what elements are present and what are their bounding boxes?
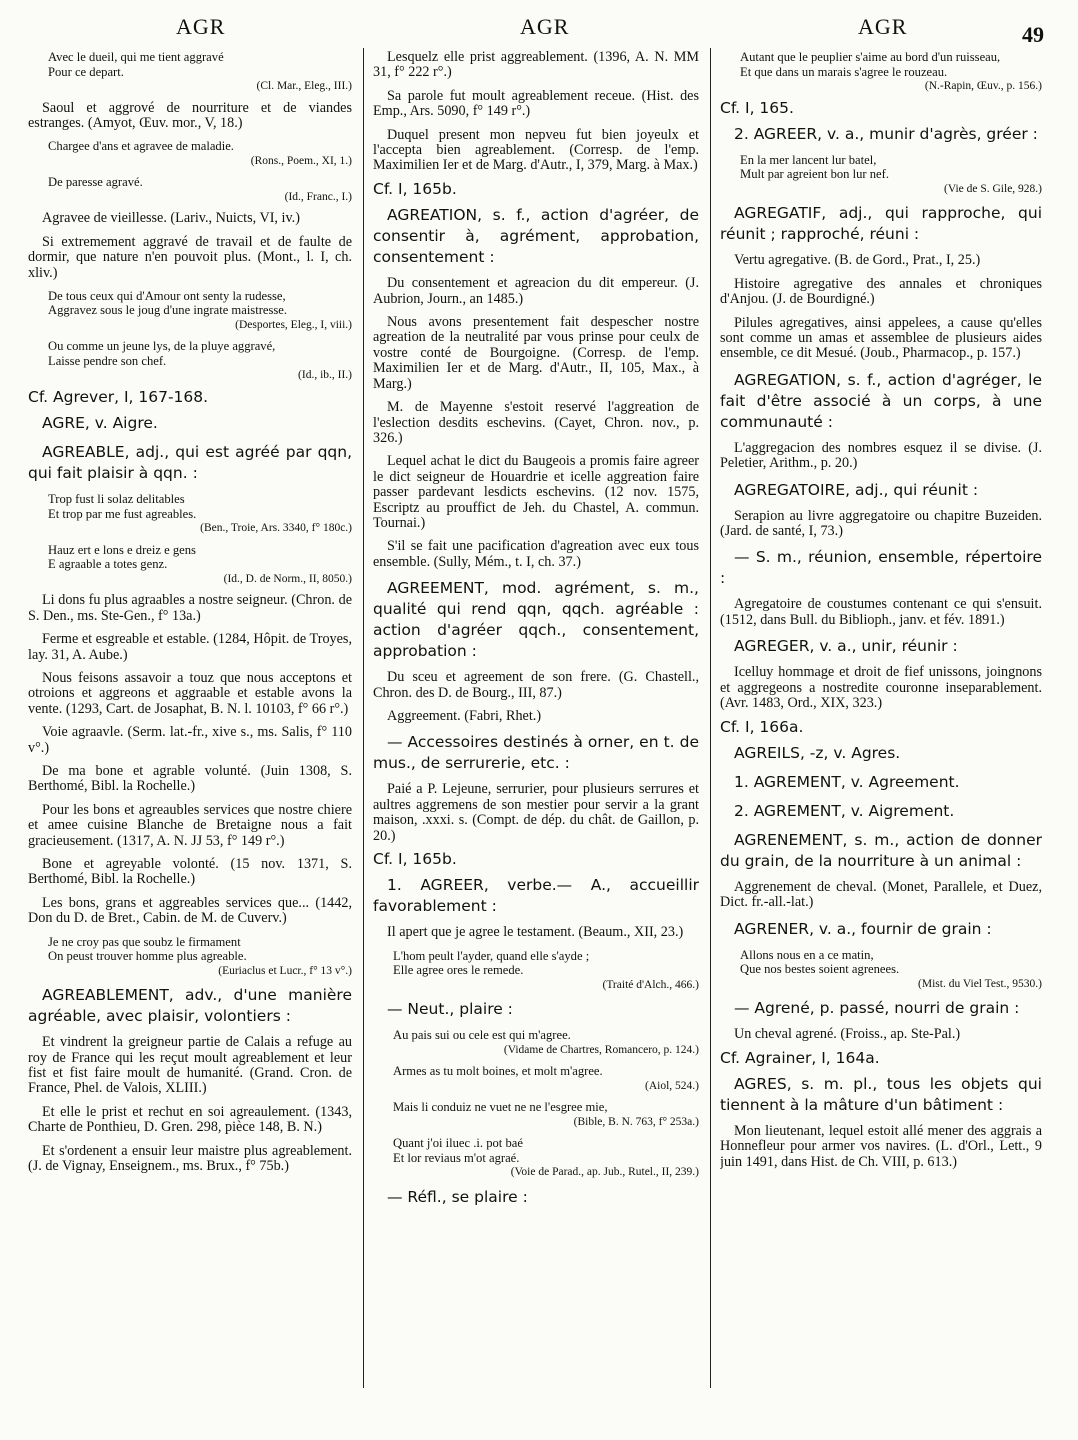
verse-quotation <box>48 492 352 536</box>
citation: Histoire agregative des annales et chroniques d'Anjou. (J. de Bourdigné.) <box>720 275 1042 308</box>
verse-quotation <box>48 289 352 333</box>
verse-quotation <box>48 175 352 204</box>
citation: Saoul et aggrové de nourriture et de viandes estranges. (Amyot, Œuv. mor., V, 18.) <box>28 99 352 131</box>
verse-quotation <box>48 139 352 168</box>
entry-definition: AGREABLEMENT, adv., d'une manière agréable, avec plaisir, volontiers : <box>28 986 352 1026</box>
cross-reference: Cf. I, 165b. <box>373 850 457 868</box>
verse-lines: Avec le dueil, qui me tient aggravé Pour ce depart. <box>48 50 224 79</box>
citation: Et elle le prist et rechut en soi agreaulement. (1343, Charte de Ponthieu, D. Gren. 298, pièce 148, B. N.) <box>28 1103 352 1136</box>
entry-definition: AGREEMENT, mod. agrément, s. m., qualité qui rend qqn, qqch. agréable : action d'agréer qqch., consentement, approbation : <box>373 579 699 661</box>
citation: Sa parole fut moult agreablement receue. (Hist. des Emp., Ars. 5090, f° 149 r°.) <box>373 87 699 120</box>
column-divider <box>363 48 364 1388</box>
citation: De ma bone et agrable volunté. (Juin 1308, S. Berthomé, Bibl. la Rochelle.) <box>28 763 352 795</box>
citation: Mon lieutenant, lequel estoit allé mener des aggrais a Honnefleur pour armer vos navires. (L. d'Orl., Lett., 9 juin 1491, dans Hist. de Ch. VIII, p. 613.) <box>720 1123 1042 1170</box>
running-head-right: AGR <box>858 14 908 39</box>
entry-definition: — S. m., réunion, ensemble, répertoire : <box>720 548 1042 588</box>
verse-lines: Hauz ert e lons e dreiz e gens E agraable a totes genz. <box>48 542 196 572</box>
citation: Il apert que je agree le testament. (Beaum., XII, 23.) <box>387 924 684 941</box>
verse-lines: De paresse agravé. <box>48 175 143 190</box>
verse-source: (Vie de S. Gile, 928.) <box>944 182 1042 195</box>
citation: Aggrenement de cheval. (Monet, Parallele, et Duez, Dict. fr.-all.-lat.) <box>720 878 1042 911</box>
citation: Ferme et esgreable et estable. (1284, Hôpit. de Troyes, lay. 31, A. Aube.) <box>28 631 352 663</box>
citation: M. de Mayenne s'estoit reservé l'aggreation de l'eslection desdits eschevins. (Cayet, Chron. nov., p. 326.) <box>373 399 699 446</box>
verse-source: (Mist. du Viel Test., 9530.) <box>918 977 1042 990</box>
citation: Paié a P. Lejeune, serrurier, pour plusieurs serrures et aultres aggremens de son mestier pour servir a la grant maison, .xxxi. s. (Compt. de dép. du chât. de Gaillon, p. 20.) <box>373 781 699 844</box>
cross-reference: Cf. I, 166a. <box>720 717 804 736</box>
verse-lines: Allons nous en a ce matin, Que nos bestes soient agrenees. <box>740 947 900 977</box>
entry-definition: 1. AGREER, verbe.— A., accueillir favorablement : <box>373 876 699 916</box>
column-middle <box>373 50 699 1420</box>
entry-definition: AGRENER, v. a., fournir de grain : <box>734 919 992 938</box>
verse-source: (Desportes, Eleg., I, viii.) <box>235 318 352 331</box>
citation: Li dons fu plus agraables a nostre seigneur. (Chron. de S. Den., ms. Ste-Gen., f° 13a.) <box>28 592 352 624</box>
citation: Un cheval agrené. (Froiss., ap. Ste-Pal.) <box>734 1026 961 1043</box>
cross-reference: Cf. Agrainer, I, 164a. <box>720 1048 880 1067</box>
cross-reference: Cf. Agrever, I, 167-168. <box>28 387 209 406</box>
verse-quotation <box>740 948 1042 992</box>
citation: Du consentement et agreacion du dit empereur. (J. Aubrion, Journ., an 1485.) <box>373 275 699 307</box>
verse-source: (Id., D. de Norm., II, 8050.) <box>223 572 352 585</box>
verse-source: (Vidame de Chartres, Romancero, p. 124.) <box>503 1043 699 1056</box>
cross-reference: Cf. I, 165b. <box>373 179 457 198</box>
column-left <box>28 50 352 1420</box>
citation: Bone et agreyable volonté. (15 nov. 1371, S. Berthomé, Bibl. la Rochelle.) <box>28 856 352 888</box>
verse-quotation <box>393 1064 699 1093</box>
entry-definition: AGREGATIF, adj., qui rapproche, qui réunit ; rapproché, réuni : <box>720 204 1042 244</box>
verse-source: (Ben., Troie, Ars. 3340, f° 180c.) <box>200 522 352 535</box>
verse-quotation <box>48 935 352 979</box>
column-right <box>720 50 1042 1420</box>
entry-definition: — Réfl., se plaire : <box>387 1187 528 1206</box>
citation: Serapion au livre aggregatoire ou chapitre Buzeiden. (Jard. de santé, I, 73.) <box>720 507 1042 540</box>
verse-source: (N.-Rapin, Œuv., p. 156.) <box>924 80 1042 92</box>
citation: Si extremement aggravé de travail et de faulte de dormir, que nature n'en pouvoit plus. (Mont., l. I, ch. xliv.) <box>28 233 352 281</box>
verse-lines: De tous ceux qui d'Amour ont senty la rudesse, Aggravez sous le joug d'une ingrate maistresse. <box>48 288 288 318</box>
entry-definition: — Neut., plaire : <box>387 1000 513 1019</box>
page-number: 49 <box>1022 22 1044 47</box>
verse-source: (Id., Franc., I.) <box>284 190 352 203</box>
entry-definition: AGREGER, v. a., unir, réunir : <box>734 637 958 656</box>
verse-quotation <box>48 50 352 94</box>
citation: Icelluy hommage et droit de fief unissons, joingnons et aggregeons a nostredite couronne inseparablement. (Avr. 1483, Ord., XIX, 323.) <box>720 664 1042 712</box>
entry-headword: 1. AGREMENT, v. Agreement. <box>734 772 960 791</box>
entry-definition: AGREATION, s. f., action d'agréer, de consentir à, agrément, approbation, consentement : <box>373 206 699 267</box>
citation: Nous avons presentement fait despescher nostre agreation de la neutralité par vous prinse pour ceulx de vostre conté de Bourgoigne. (Corresp. de l'emp. Maximilien Ier et de Marg. d'Autr., II, 105, Max., à Marg.) <box>373 314 699 392</box>
verse-quotation <box>393 949 699 993</box>
citation: Et s'ordenent a ensuir leur maistre plus agreablement. (J. de Vignay, Enseignem., ms. Brux., f° 75b.) <box>28 1142 352 1174</box>
citation: Du sceu et agreement de son frere. (G. Chastell., Chron. des D. de Bourg., III, 87.) <box>373 669 699 701</box>
verse-source: (Traité d'Alch., 466.) <box>602 978 699 991</box>
verse-quotation <box>48 543 352 587</box>
verse-lines: En la mer lancent lur batel, Mult par agreient bon lur nef. <box>740 152 889 182</box>
verse-source: (Cl. Mar., Eleg., III.) <box>256 80 352 92</box>
citation: L'aggregacion des nombres esquez il se divise. (J. Peletier, Arithm., p. 20.) <box>720 439 1042 472</box>
column-divider <box>710 48 711 1388</box>
running-head-left: AGR <box>176 14 226 39</box>
verse-lines: Je ne croy pas que soubz le firmament On peust trouver homme plus agreable. <box>48 934 247 964</box>
verse-source: (Rons., Poem., XI, 1.) <box>250 154 352 167</box>
verse-source: (Voie de Parad., ap. Jub., Rutel., II, 239.) <box>510 1166 699 1179</box>
verse-lines: Ou comme un jeune lys, de la pluye aggravé, Laisse pendre son chef. <box>48 339 276 368</box>
verse-lines: Autant que le peuplier s'aime au bord d'un ruisseau, Et que dans un marais s'agree le rouzeau. <box>740 50 1001 79</box>
verse-lines: Armes as tu molt boines, et molt m'agree. <box>393 1064 603 1079</box>
entry-headword: 2. AGREMENT, v. Aigrement. <box>734 801 955 820</box>
verse-lines: Trop fust li solaz delitables Et trop par me fust agreables. <box>48 492 197 521</box>
page-header <box>0 10 1078 50</box>
entry-definition: AGREGATION, s. f., action d'agréger, le fait d'être associé à un corps, à une communauté : <box>720 370 1042 431</box>
citation: Et vindrent la greigneur partie de Calais a refuge au roy de France qui les reçut moult agreablement et leur fist et fist faire moult de humanité. (Grand. Cron. de France, Phel. de Valois, XLIII.) <box>28 1034 352 1097</box>
verse-source: (Euriaclus et Lucr., f° 13 v°.) <box>218 964 352 977</box>
citation: Duquel present mon nepveu fut bien joyeulx et l'accepta bien agreablement. (Corresp. de l'emp. Maximilien Ier et de Marg. d'Autr., I, 379, Marg. à Max.) <box>373 126 699 174</box>
verse-source: (Aiol, 524.) <box>645 1079 699 1092</box>
verse-quotation <box>48 339 352 383</box>
citation: S'il se fait une pacification d'agreation avec eux tous ensemble. (Sully, Mém., t. I, ch. 37.) <box>373 538 699 570</box>
verse-quotation <box>393 1100 699 1129</box>
citation: Aggreement. (Fabri, Rhet.) <box>387 707 542 724</box>
citation: Nous feisons assavoir a touz que nous acceptons et otroions et aggreons et aggraable et estable avons la vente. (1293, Cart. de Josaphat, B. N. l. 10103, f° 66 r°.) <box>28 669 352 717</box>
verse-source: (Id., ib., II.) <box>298 369 352 382</box>
running-head-center: AGR <box>520 14 570 39</box>
verse-quotation <box>740 153 1042 197</box>
citation: Pour les bons et agreaubles services que nostre chiere et amee cuisine Blanche de Bretaigne nous a fait gracieusement. (1317, A. N. JJ 53, f° 149 r°.) <box>28 801 352 849</box>
entry-definition: AGRENEMENT, s. m., action de donner du grain, de la nourriture à un animal : <box>720 830 1042 870</box>
verse-lines: L'hom peult l'ayder, quand elle s'ayde ; Elle agree ores le remede. <box>393 948 590 978</box>
entry-definition: AGREGATOIRE, adj., qui réunit : <box>734 480 979 499</box>
entry-definition: AGRES, s. m. pl., tous les objets qui tiennent à la mâture d'un bâtiment : <box>720 1075 1042 1115</box>
verse-lines: Chargee d'ans et agravee de maladie. <box>48 139 234 154</box>
citation: Lesquelz elle prist aggreablement. (1396, A. N. MM 31, f° 222 r°.) <box>373 50 699 81</box>
entry-headword: AGRE, v. Aigre. <box>42 414 158 433</box>
entry-definition: — Agrené, p. passé, nourri de grain : <box>734 999 1020 1018</box>
citation: Pilules agregatives, ainsi appelees, a cause qu'elles sont comme un amas et assemblee de plusieurs aides ensemble, ce dit Mesué. (Joub., Pharmacop., p. 157.) <box>720 314 1042 362</box>
cross-reference: Cf. I, 165. <box>720 98 794 117</box>
citation: Lequel achat le dict du Baugeois a promis faire agreer le dict seigneur de Houardrie et icelle aggreation faire passer pardevant lesdicts eschevins. (12 nov. 1575, Escriptz au prouffict de Jeh. du Chastel, A. commun. Tournai.) <box>373 453 699 531</box>
verse-lines: Au pais sui ou cele est qui m'agree. <box>393 1028 571 1043</box>
verse-quotation <box>740 50 1042 94</box>
verse-source: (Bible, B. N. 763, f° 253a.) <box>573 1115 699 1128</box>
citation: Agregatoire de coustumes contenant ce qui s'ensuit. (1512, dans Bull. du Biblioph., janv. et fév. 1891.) <box>720 596 1042 628</box>
citation: Vertu agregative. (B. de Gord., Prat., I, 25.) <box>734 252 981 269</box>
verse-lines: Quant j'oi iluec .i. pot baé Et lor reviaus m'ot agraé. <box>393 1136 523 1165</box>
verse-quotation <box>393 1028 699 1057</box>
citation: Agravee de vieillesse. (Lariv., Nuicts, VI, iv.) <box>42 210 300 227</box>
citation: Voie agraavle. (Serm. lat.-fr., xive s., ms. Salis, f° 110 v°.) <box>28 724 352 756</box>
verse-lines: Mais li conduiz ne vuet ne ne l'esgree mie, <box>393 1100 608 1115</box>
verse-quotation <box>393 1136 699 1180</box>
entry-definition: AGREABLE, adj., qui est agréé par qqn, qui fait plaisir à qqn. : <box>28 443 352 483</box>
citation: Les bons, grans et aggreables services que... (1442, Don du D. de Bret., Cabin. de M. de Cuverv.) <box>28 894 352 927</box>
entry-definition: 2. AGREER, v. a., munir d'agrès, gréer : <box>734 124 1038 143</box>
entry-headword: AGREILS, -z, v. Agres. <box>734 743 901 762</box>
entry-definition: — Accessoires destinés à orner, en t. de mus., de serrurerie, etc. : <box>373 733 699 773</box>
